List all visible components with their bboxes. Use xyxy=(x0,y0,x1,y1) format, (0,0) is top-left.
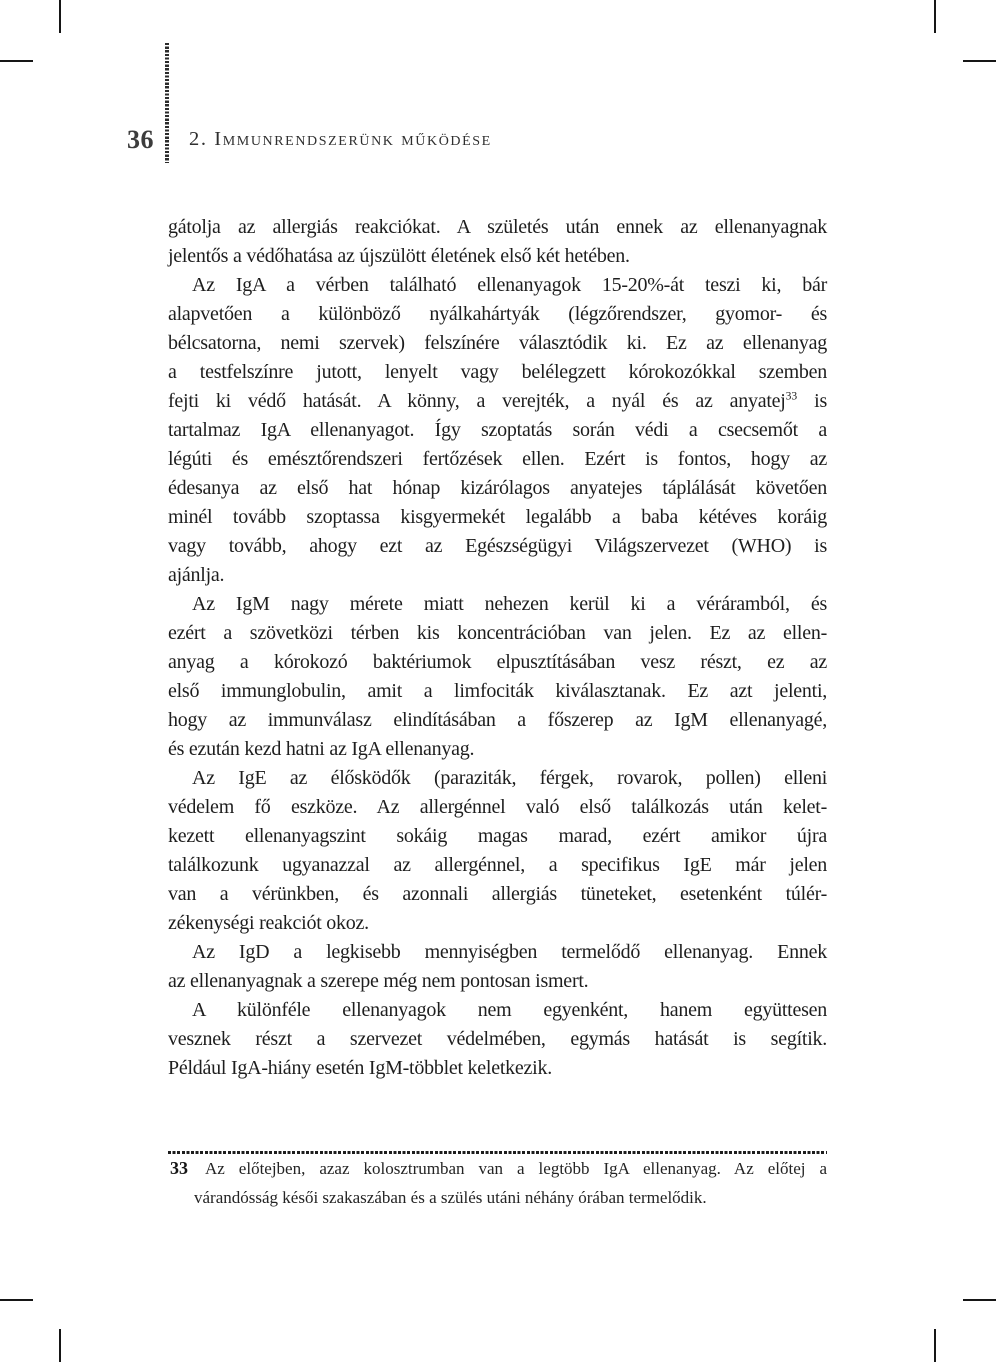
text-line: találkozunk ugyanazzal az allergénnel, a specifikus IgE már jelen xyxy=(168,854,827,876)
text-line: az ellenanyagnak a szerepe még nem pontosan ismert. xyxy=(168,970,589,992)
text-line: ezért a szövetközi térben kis koncentrációban van jelen. Ez az ellen- xyxy=(168,622,827,644)
page-number: 36 xyxy=(127,125,154,154)
text-line: első immunglobulin, amit a limfociták kiválasztanak. Ez azt jelenti, xyxy=(168,680,827,702)
text-line: Például IgA-hiány esetén IgM-többlet keletkezik. xyxy=(168,1057,552,1079)
crop-mark-bottom-left-vertical xyxy=(59,1329,61,1362)
crop-mark-bottom-right-horizontal xyxy=(963,1299,996,1301)
footnote xyxy=(168,1154,827,1212)
text-line: gátolja az allergiás reakciókat. A születés után ennek az ellenanyagnak xyxy=(168,216,827,238)
crop-mark-top-right-horizontal xyxy=(963,60,996,62)
text-line: Az IgD a legkisebb mennyiségben termelődő ellenanyag. Ennek xyxy=(192,941,827,963)
running-head-chapter-title: 2. Immunrendszerünk működése xyxy=(189,128,492,150)
text-line: védelem fő eszköze. Az allergénnel való első találkozás után kelet- xyxy=(168,796,827,818)
header-dotted-rule xyxy=(165,43,169,163)
text-line: tartalmaz IgA ellenanyagot. Így szoptatás során védi a csecsemőt a xyxy=(168,419,827,441)
text-line: bélcsatorna, nemi szervek) felszínére választódik ki. Ez az ellenanyag xyxy=(168,332,827,354)
text-line: kezett ellenanyagszint sokáig magas marad, ezért amikor újra xyxy=(168,825,827,847)
text-line: fejti ki védő hatását. A könny, a verejték, a nyál és az anyatej$^{33}$ is xyxy=(168,389,828,412)
text-line: Az IgA a vérben található ellenanyagok 15-20%-át teszi ki, bár xyxy=(192,274,827,296)
footnote-line: Az előtejben, azaz kolosztrumban van a legtöbb IgA ellenanyag. Az előtej a xyxy=(205,1159,827,1178)
text-line: alapvetően a különböző nyálkahártyák (légzőrendszer, gyomor- és xyxy=(168,303,827,325)
text-line: minél tovább szoptassa kisgyermekét legalább a baba kétéves koráig xyxy=(168,506,827,528)
footnote-reference: 33 xyxy=(785,389,798,403)
text-line: anyag a kórokozó baktériumok elpusztításában vesz részt, ez az xyxy=(168,651,827,673)
crop-mark-bottom-right-vertical xyxy=(934,1329,936,1362)
crop-mark-bottom-left-horizontal xyxy=(0,1299,33,1301)
footnote-line: várandósság késői szakaszában és a szülés utáni néhány órában termelődik. xyxy=(194,1188,707,1207)
crop-mark-top-left-horizontal xyxy=(0,60,33,62)
crop-mark-top-right-vertical xyxy=(934,0,936,33)
text-line: Az IgE az élősködők (paraziták, férgek, rovarok, pollen) elleni xyxy=(192,767,827,789)
text-line: vagy tovább, ahogy ezt az Egészségügyi Világszervezet (WHO) is xyxy=(168,535,827,557)
text-line: van a vérünkben, és azonnali allergiás tüneteket, esetenként túlér- xyxy=(168,883,827,905)
text-line: légúti és emésztőrendszeri fertőzések ellen. Ezért is fontos, hogy az xyxy=(168,448,827,470)
crop-mark-top-left-vertical xyxy=(59,0,61,33)
text-line: a testfelszínre jutott, lenyelt vagy belélegzett kórokozókkal szemben xyxy=(168,361,827,383)
body-text xyxy=(168,213,827,1083)
text-line: zékenységi reakciót okoz. xyxy=(168,912,369,934)
text-line: Az IgM nagy mérete miatt nehezen kerül ki a véráramból, és xyxy=(192,593,827,615)
text-line: jelentős a védőhatása az újszülött életének első két hetében. xyxy=(168,245,630,267)
footnote-number: 33 xyxy=(170,1158,188,1178)
text-line: A különféle ellenanyagok nem egyenként, hanem együttesen xyxy=(192,999,827,1021)
text-line: vesznek részt a szervezet védelmében, egymás hatását is segítik. xyxy=(168,1028,827,1050)
text-line: ajánlja. xyxy=(168,564,225,586)
footnote-text xyxy=(194,1154,827,1212)
text-line: hogy az immunválasz elindításában a főszerep az IgM ellenanyagé, xyxy=(168,709,827,731)
text-line: édesanya az első hat hónap kizárólagos anyatejes táplálását követően xyxy=(168,477,827,499)
text-line: és ezután kezd hatni az IgA ellenanyag. xyxy=(168,738,475,760)
